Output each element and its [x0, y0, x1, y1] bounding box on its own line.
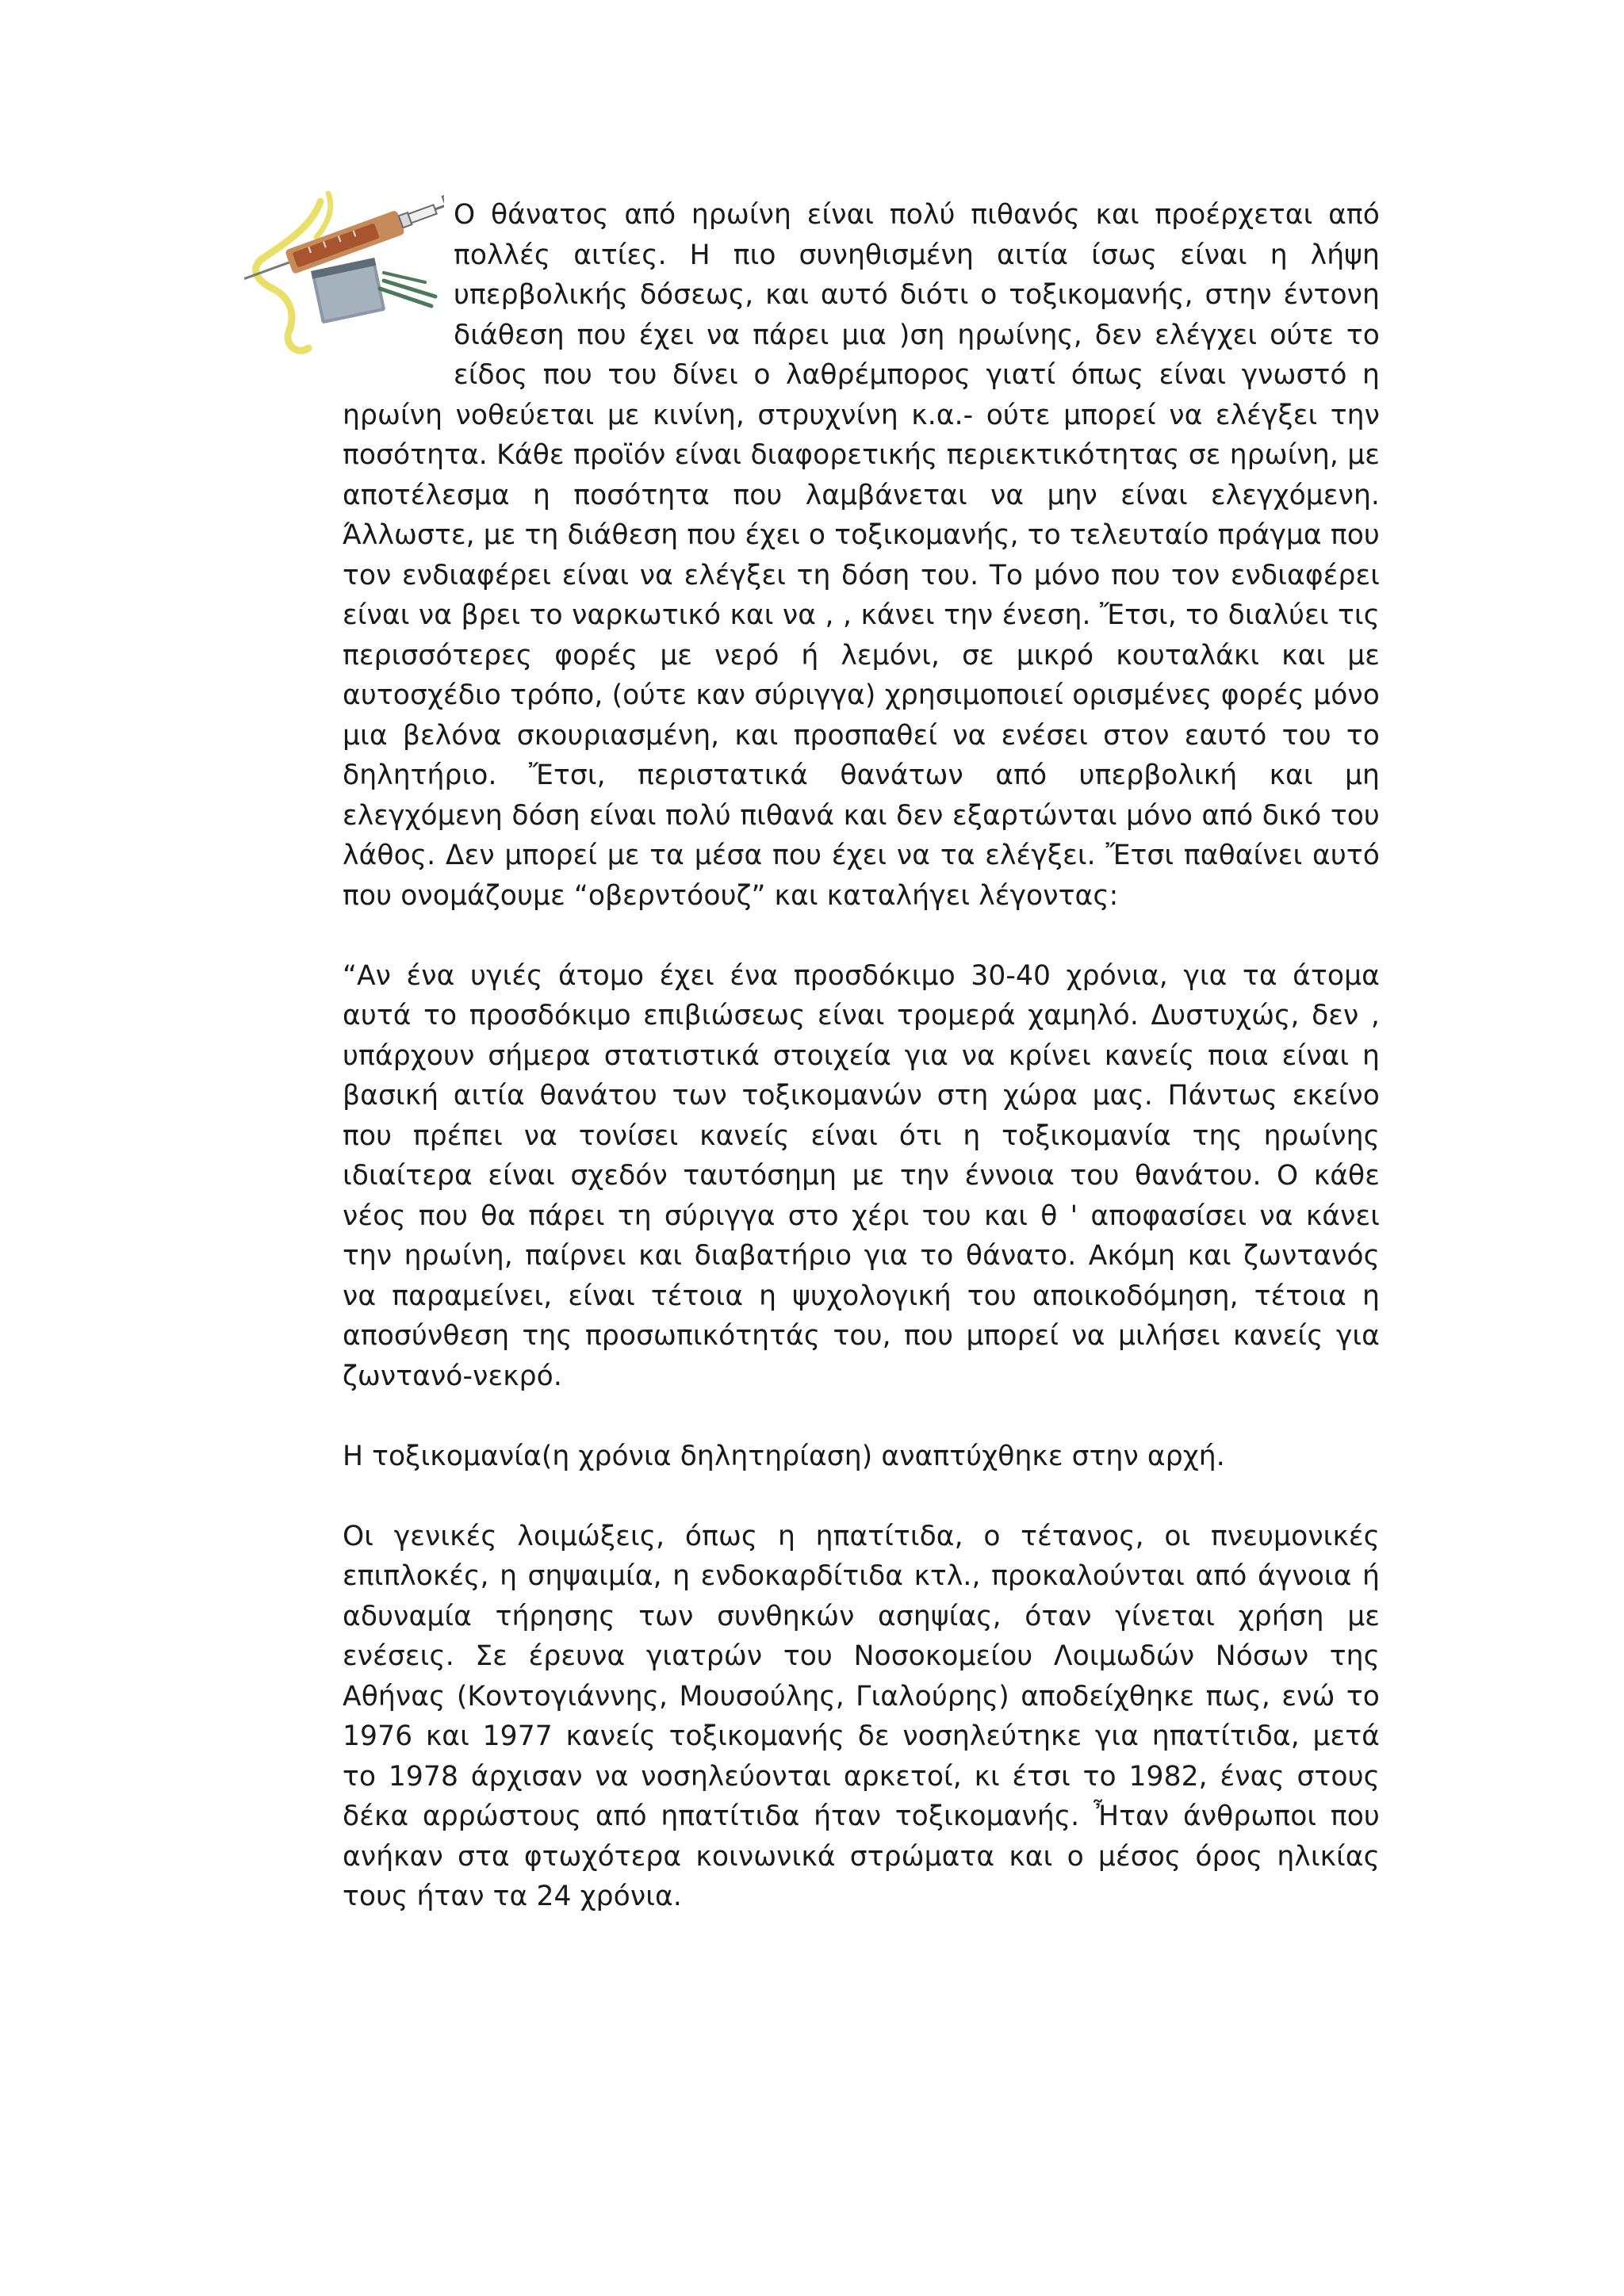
paragraph-quote-life-expectancy: “Αν ένα υγιές άτομο έχει ένα προσδόκιμο 30-40 χρόνια, για τα άτομα αυτά το προσδόκιμο επιβιώσεως είναι τρομερά χαμηλό. Δυστυχώς, δεν , υπάρχουν σήμερα στατιστικά στοιχεία για να κρίνει κανείς ποια είναι η βασική αιτία θανάτου των τοξικομανών στη χώρα μας. Πάντως εκείνο που πρέπει να τονίσει κανείς είναι ότι η τοξικομανία της ηρωίνης ιδιαίτερα είναι σχεδόν ταυτόσημη με την έννοια του θανάτου. Ο κάθε νέος που θα πάρει τη σύριγγα στο χέρι του και θ ' αποφασίσει να κάνει την ηρωίνη, παίρνει και διαβατήριο για το θάνατο. Ακόμη και ζωντανός να παραμείνει, είναι τέτοια η ψυχολογική του αποικοδόμηση, τέτοια η αποσύνθεση της προσωπικότητάς του, που μπορεί να μιλήσει κανείς για ζωντανό-νεκρό.: [343, 959, 1380, 1392]
document-body: [343, 195, 1380, 1917]
syringe-and-drug-packet-illustration: [241, 178, 444, 368]
paragraph-infections: Οι γενικές λοιμώξεις, όπως η ηπατίτιδα, ο τέτανος, οι πνευμονικές επιπλοκές, η σηψαιμία, η ενδοκαρδίτιδα κτλ., προκαλούνται από άγνοια ή αδυναμία τήρησης των συνθηκών ασηψίας, όταν γίνεται χρήση με ενέσεις. Σε έρευνα γιατρών του Νοσοκομείου Λοιμωδών Νόσων της Αθήνας (Κοντογιάννης, Μουσούλης, Γιαλούρης) αποδείχθηκε πως, ενώ το 1976 και 1977 κανείς τοξικομανής δε νοσηλεύτηκε για ηπατίτιδα, μετά το 1978 άρχισαν να νοσηλεύονται αρκετοί, κι έτσι το 1982, ένας στους δέκα αρρώστους από ηπατίτιδα ήταν τοξικομανής. Ἦταν άνθρωποι που ανήκαν στα φτωχότερα κοινωνικά στρώματα και ο μέσος όρος ηλικίας τους ήταν τα 24 χρόνια.: [343, 1520, 1380, 1912]
paragraph-overdose: Ο θάνατος από ηρωίνη είναι πολύ πιθανός και προέρχεται από πολλές αιτίες. Η πιο συνηθισμένη αιτία ίσως είναι η λήψη υπερβολικής δόσεως, και αυτό διότι ο τοξικομανής, στην έντονη διάθεση που έχει να πάρει μια )ση ηρωίνης, δεν ελέγχει ούτε το είδος που του δίνει ο λαθρέμπορος γιατί όπως είναι γνωστό η ηρωίνη νοθεύεται με κινίνη, στρυχνίνη κ.α.- ούτε μπορεί να ελέγξει την ποσότητα. Κάθε προϊόν είναι διαφορετικής περιεκτικότητας σε ηρωίνη, με αποτέλεσμα η ποσότητα που λαμβάνεται να μην είναι ελεγχόμενη. Άλλωστε, με τη διάθεση που έχει ο τοξικομανής, το τελευταίο πράγμα που τον ενδιαφέρει είναι να ελέγξει τη δόση του. Το μόνο που τον ενδιαφέρει είναι να βρει το ναρκωτικό και να , , κάνει την ένεση. Ἔτσι, το διαλύει τις περισσότερες φορές με νερό ή λεμόνι, σε μικρό κουταλάκι και με αυτοσχέδιο τρόπο, (ούτε καν σύριγγα) χρησιμοποιεί ορισμένες φορές μόνο μια βελόνα σκουριασμένη, και προσπαθεί να ενέσει στον εαυτό του το δηλητήριο. Ἔτσι, περιστατικά θανάτων από υπερβολική και μη ελεγχόμενη δόση είναι πολύ πιθανά και δεν εξαρτώνται μόνο από δικό του λάθος. Δεν μπορεί με τα μέσα που έχει να τα ελέγξει. Ἔτσι παθαίνει αυτό που ονομάζουμε “οβερντόουζ” και καταλήγει λέγοντας:: [343, 199, 1380, 912]
syringe-illustration-icon: [241, 178, 444, 368]
paragraph-chronic-poisoning: Η τοξικομανία(η χρόνια δηλητηρίαση) αναπτύχθηκε στην αρχή.: [343, 1440, 1225, 1472]
